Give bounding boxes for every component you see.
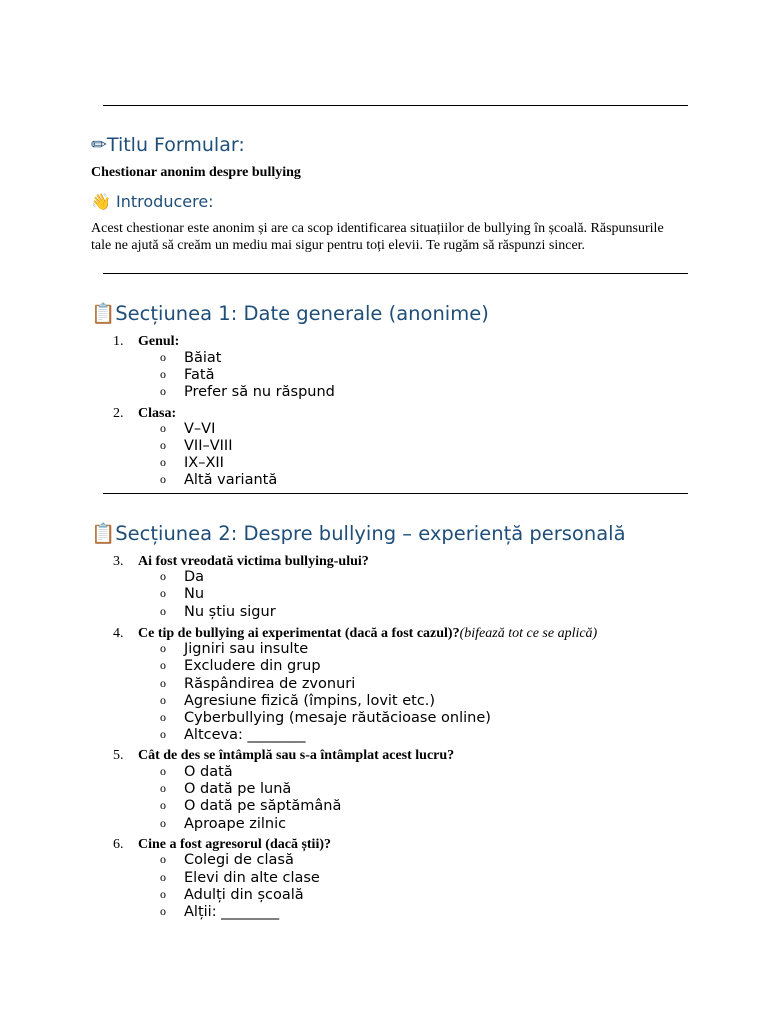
option-bullet: o: [160, 586, 166, 600]
option-bullet: o: [160, 764, 166, 778]
option-bullet: o: [160, 904, 166, 918]
option-label: Adulți din școală: [184, 887, 304, 903]
option-bullet: o: [160, 781, 166, 795]
option-bullet: o: [160, 384, 166, 398]
question-text: Clasa:: [138, 406, 177, 421]
option-vii-viii[interactable]: [160, 438, 232, 454]
option-da[interactable]: [160, 569, 204, 585]
option-excludere[interactable]: [160, 658, 321, 674]
option-label: Nu știu sigur: [184, 604, 276, 620]
option-bullet: o: [160, 710, 166, 724]
option-bullet: o: [160, 870, 166, 884]
option-ix-xii[interactable]: [160, 455, 224, 471]
option-bullet: o: [160, 727, 166, 741]
option-bullet: o: [160, 798, 166, 812]
option-bullet: o: [160, 438, 166, 452]
option-label: Alții: ________: [184, 904, 280, 920]
question-number: 2.: [113, 406, 124, 421]
question-3: [113, 554, 369, 570]
question-text: Ai fost vreodată victima bullying-ului?: [138, 554, 369, 569]
question-text: Cât de des se întâmplă sau s-a întâmplat acest lucru?: [138, 748, 455, 763]
question-6: [113, 837, 331, 853]
option-altii[interactable]: [160, 904, 279, 920]
option-label: Cyberbullying (mesaje răutăcioase online): [184, 710, 491, 726]
option-alta-varianta[interactable]: [160, 472, 277, 488]
option-label: Altceva: ________: [184, 727, 306, 743]
option-label: Fată: [184, 367, 215, 383]
question-text: Cine a fost agresorul (dacă știi)?: [138, 837, 331, 852]
option-jigniri[interactable]: [160, 641, 308, 657]
form-title: Chestionar anonim despre bullying: [91, 165, 301, 180]
option-bullet: o: [160, 658, 166, 672]
question-2: [113, 406, 176, 422]
option-adulti[interactable]: [160, 887, 304, 903]
option-bullet: o: [160, 455, 166, 469]
question-number: 6.: [113, 837, 124, 852]
option-o-data[interactable]: [160, 764, 233, 780]
option-bullet: o: [160, 641, 166, 655]
option-label: O dată: [184, 764, 233, 780]
option-o-data-saptamana[interactable]: [160, 798, 341, 814]
option-label: Elevi din alte clase: [184, 870, 320, 886]
option-label: Agresiune fizică (împins, lovit etc.): [184, 693, 436, 709]
option-bullet: o: [160, 852, 166, 866]
intro-text: Acest chestionar este anonim și are ca scop identificarea situațiilor de bullying în școală. Răspunsurile tale ne ajută să creăm un mediu mai sigur pentru toți elevii. Te rugăm să răspunzi sincer.: [91, 221, 664, 253]
intro-divider: [103, 273, 688, 274]
question-4: [113, 626, 597, 642]
option-bullet: o: [160, 367, 166, 381]
option-bullet: o: [160, 604, 166, 618]
option-label: V–VI: [184, 421, 216, 437]
option-cyberbullying[interactable]: [160, 710, 491, 726]
option-label: Răspândirea de zvonuri: [184, 676, 356, 692]
question-text: Ce tip de bullying ai experimentat (dacă a fost cazul)?: [138, 626, 460, 641]
option-v-vi[interactable]: [160, 421, 215, 437]
option-bullet: o: [160, 472, 166, 486]
option-prefer-nu[interactable]: [160, 384, 335, 400]
option-nu[interactable]: [160, 586, 204, 602]
option-o-data-luna[interactable]: [160, 781, 291, 797]
option-label: Excludere din grup: [184, 658, 321, 674]
option-label: Colegi de clasă: [184, 852, 294, 868]
option-label: Aproape zilnic: [184, 816, 287, 832]
option-nu-stiu[interactable]: [160, 604, 276, 620]
question-number: 5.: [113, 748, 124, 763]
option-label: Prefer să nu răspund: [184, 384, 335, 400]
section2-heading: 📋Secțiunea 2: Despre bullying – experiență personală: [91, 522, 626, 545]
question-number: 3.: [113, 554, 124, 569]
option-aproape-zilnic[interactable]: [160, 816, 286, 832]
option-label: O dată pe săptămână: [184, 798, 342, 814]
question-5: [113, 748, 454, 764]
option-label: VII–VIII: [184, 438, 233, 454]
top-divider: [103, 105, 688, 106]
option-colegi[interactable]: [160, 852, 294, 868]
option-bullet: o: [160, 421, 166, 435]
section1-heading: 📋Secțiunea 1: Date generale (anonime): [91, 302, 489, 325]
option-bullet: o: [160, 693, 166, 707]
option-bullet: o: [160, 887, 166, 901]
option-elevi-alte-clase[interactable]: [160, 870, 320, 886]
option-agresiune-fizica[interactable]: [160, 693, 435, 709]
question-text: Genul:: [138, 334, 180, 349]
option-label: Băiat: [184, 350, 222, 366]
question-number: 4.: [113, 626, 124, 641]
title-heading: ✏Titlu Formular:: [91, 134, 245, 156]
option-label: Nu: [184, 586, 205, 602]
section1-divider: [103, 493, 688, 494]
option-zvonuri[interactable]: [160, 676, 355, 692]
option-altceva[interactable]: [160, 727, 306, 743]
option-bullet: o: [160, 816, 166, 830]
option-label: O dată pe lună: [184, 781, 292, 797]
question-note: (bifează tot ce se aplică): [459, 626, 598, 641]
option-bullet: o: [160, 676, 166, 690]
option-label: Da: [184, 569, 205, 585]
intro-heading: 👋 Introducere:: [91, 192, 214, 211]
question-number: 1.: [113, 334, 124, 349]
option-baiat[interactable]: [160, 350, 221, 366]
option-label: Jigniri sau insulte: [184, 641, 309, 657]
option-bullet: o: [160, 350, 166, 364]
option-label: IX–XII: [184, 455, 224, 471]
option-bullet: o: [160, 569, 166, 583]
option-label: Altă variantă: [184, 472, 278, 488]
question-1: [113, 334, 179, 350]
option-fata[interactable]: [160, 367, 214, 383]
